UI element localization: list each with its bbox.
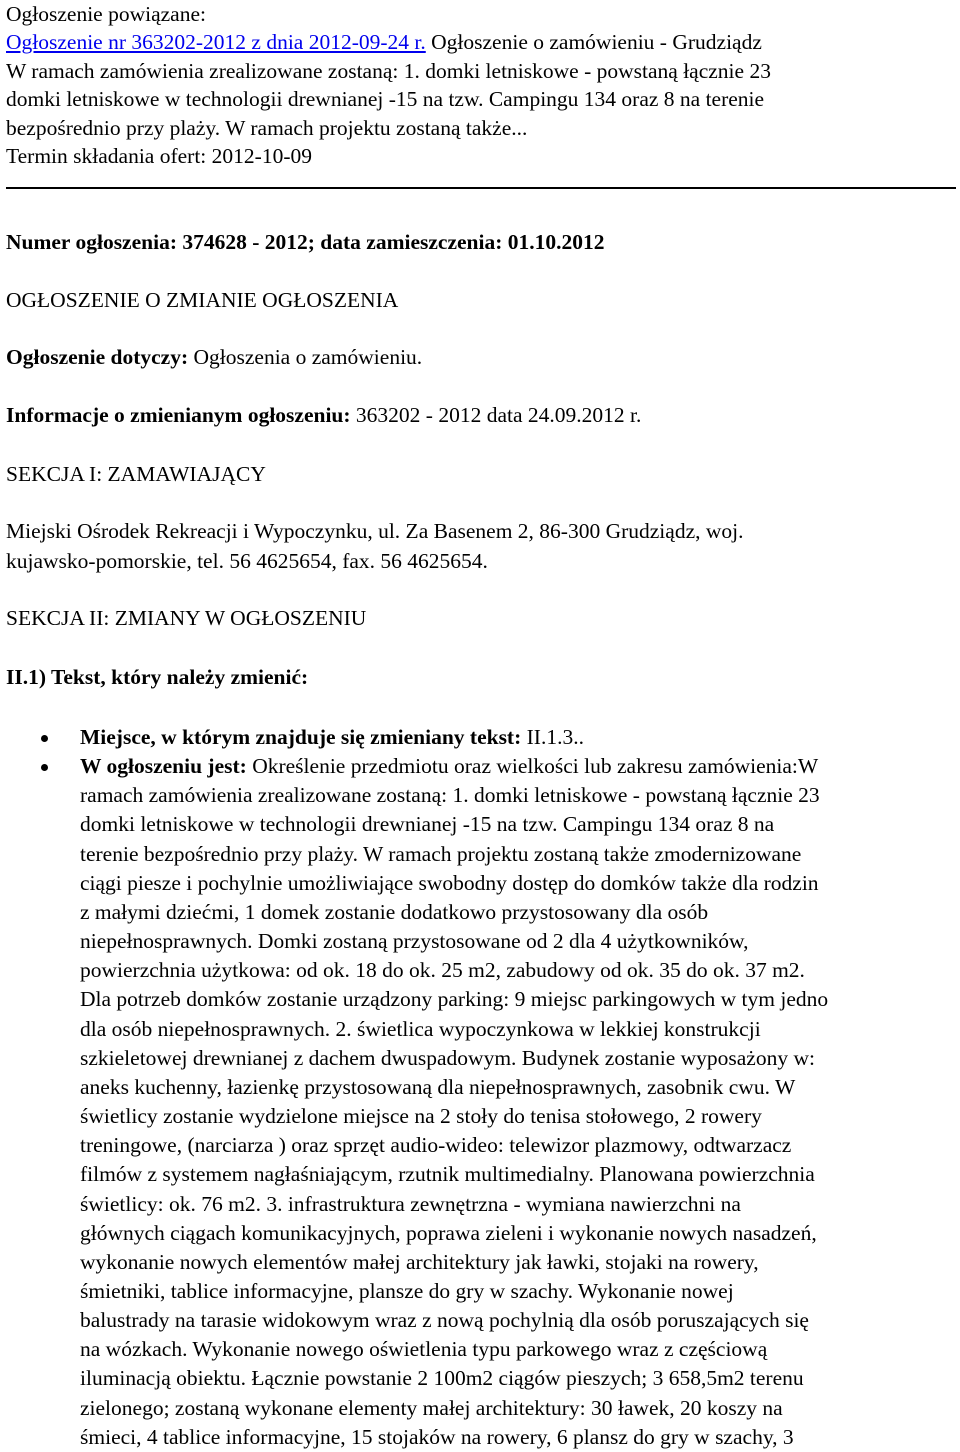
current-text-line: aneks kuchenny, łazienkę przystosowaną dla niepełnosprawnych, zasobnik cwu. W <box>80 1074 796 1099</box>
current-text-line: domki letniskowe w technologii drewnianej -15 na tzw. Campingu 134 oraz 8 na <box>80 812 775 837</box>
bullet-icon <box>41 764 48 771</box>
related-notice-block <box>6 0 956 170</box>
horizontal-divider <box>6 187 956 189</box>
subsection-title-text: II.1) Tekst, który należy zmienić: <box>6 665 309 689</box>
current-text-line: balustrady na tarasie widokowym wraz z nową pochylnią dla osób poruszających się <box>80 1308 809 1333</box>
current-text-line: na wózkach. Wykonanie nowego oświetlenia typu parkowego wraz z częściową <box>80 1337 768 1362</box>
current-text-line: treningowe, (narciarza ) oraz sprzęt audio-wideo: telewizor plazmowy, odtwarzacz <box>80 1133 792 1158</box>
changes-list <box>6 723 956 1452</box>
related-line: W ramach zamówienia zrealizowane zostaną: 1. domki letniskowe - powstaną łącznie 23 <box>6 58 771 83</box>
current-text-line: świetlicy: ok. 76 m2. 3. infrastruktura zewnętrzna - wymiana nawierzchni na <box>80 1191 741 1216</box>
current-text-line: ramach zamówienia zrealizowane zostaną: 1. domki letniskowe - powstaną łącznie 23 <box>80 783 820 808</box>
notice-concerns <box>6 343 422 371</box>
related-notice-link[interactable]: Ogłoszenie nr 363202-2012 z dnia 2012-09-24 r. <box>6 30 426 55</box>
notice-concerns-value: Ogłoszenia o zamówieniu. <box>188 345 423 369</box>
section-1-title: SEKCJA I: ZAMAWIAJĄCY <box>6 462 266 486</box>
current-text-line: filmów z systemem nagłaśniającym, rzutnik multimedialny. Planowana powierzchnia <box>80 1162 815 1187</box>
current-text-line: powierzchnia użytkowa: od ok. 18 do ok. 25 m2, zabudowy od ok. 35 do ok. 37 m2. <box>80 958 805 983</box>
current-text-first: Określenie przedmiotu oraz wielkości lub zakresu zamówienia:W <box>246 754 819 779</box>
offer-deadline: Termin składania ofert: 2012-10-09 <box>6 144 312 169</box>
change-place-value: II.1.3.. <box>521 725 584 749</box>
list-item <box>6 723 956 752</box>
current-text-line: ciągi piesze i pochylnie umożliwiające swobodny dostęp do domków także dla rodzin <box>80 870 819 895</box>
changed-notice-info-value: 363202 - 2012 data 24.09.2012 r. <box>350 403 642 427</box>
related-line-1 <box>6 28 956 56</box>
current-text-line: śmieci, 4 tablice informacyjne, 15 stojaków na rowery, 6 plansz do gry w szachy, 3 <box>80 1424 794 1449</box>
notice-concerns-label: Ogłoszenie dotyczy: <box>6 345 189 369</box>
related-heading: Ogłoszenie powiązane: <box>6 2 206 26</box>
bullet-icon <box>41 735 48 742</box>
current-text-line: terenie bezpośrednio przy plaży. W ramach projektu zostaną także zmodernizowane <box>80 841 802 866</box>
current-text-line: głównych ciągach komunikacyjnych, poprawa zieleni i wykonanie nowych nasadzeń, <box>80 1220 817 1245</box>
current-text-line: śmietniki, tablice informacyjne, plansze do gry w szachy. Wykonanie nowej <box>80 1278 734 1303</box>
changed-notice-info <box>6 401 641 429</box>
change-place-line <box>80 723 956 752</box>
changed-notice-info-label: Informacje o zmienianym ogłoszeniu: <box>6 403 351 427</box>
section-2-title: SEKCJA II: ZMIANY W OGŁOSZENIU <box>6 606 367 630</box>
current-text-line: dla osób niepełnosprawnych. 2. świetlica wypoczynkowa w lekkiej konstrukcji <box>80 1016 761 1041</box>
current-text-label: W ogłoszeniu jest: <box>80 754 247 779</box>
list-item <box>6 752 956 1452</box>
notice-type: OGŁOSZENIE O ZMIANIE OGŁOSZENIA <box>6 288 399 312</box>
related-line: bezpośrednio przy plaży. W ramach projektu zostaną także... <box>6 115 528 140</box>
current-text-line: zielonego; zostaną wykonane elementy małej architektury: 30 ławek, 20 koszy na <box>80 1395 783 1420</box>
document-page <box>6 0 956 1449</box>
current-text-line: świetlicy zostanie wydzielone miejsce na 2 stoły do tenisa stołowego, 2 rowery <box>80 1104 762 1129</box>
contracting-authority-line-1: Miejski Ośrodek Rekreacji i Wypoczynku, ul. Za Basenem 2, 86-300 Grudziądz, woj. <box>6 519 744 543</box>
current-text-line: iluminacją obiektu. Łącznie powstanie 2 100m2 ciągów pieszych; 3 658,5m2 terenu <box>80 1366 804 1391</box>
subsection-title <box>6 663 308 691</box>
related-line: domki letniskowe w technologii drewnianej -15 na tzw. Campingu 134 oraz 8 na terenie <box>6 87 765 112</box>
contracting-authority-line-2: kujawsko-pomorskie, tel. 56 4625654, fax. 56 4625654. <box>6 549 488 573</box>
related-line-1-rest: Ogłoszenie o zamówieniu - Grudziądz <box>425 30 762 55</box>
notice-number-line <box>6 228 605 256</box>
current-text-first-line <box>80 752 956 781</box>
current-text-line: Dla potrzeb domków zostanie urządzony parking: 9 miejsc parkingowych w tym jedno <box>80 987 829 1012</box>
current-text-line: niepełnosprawnych. Domki zostaną przystosowane od 2 dla 4 użytkowników, <box>80 929 749 954</box>
current-text-line: wykonanie nowych elementów małej architektury jak ławki, stojaki na rowery, <box>80 1249 759 1274</box>
current-text-line: szkieletowej drewnianej z dachem dwuspadowym. Budynek zostanie wyposażony w: <box>80 1045 815 1070</box>
change-place-label: Miejsce, w którym znajduje się zmieniany tekst: <box>80 725 522 749</box>
current-text-line: z małymi dziećmi, 1 domek zostanie dodatkowo przystosowany dla osób <box>80 899 709 924</box>
notice-number-text: Numer ogłoszenia: 374628 - 2012; data zamieszczenia: 01.10.2012 <box>6 230 605 254</box>
